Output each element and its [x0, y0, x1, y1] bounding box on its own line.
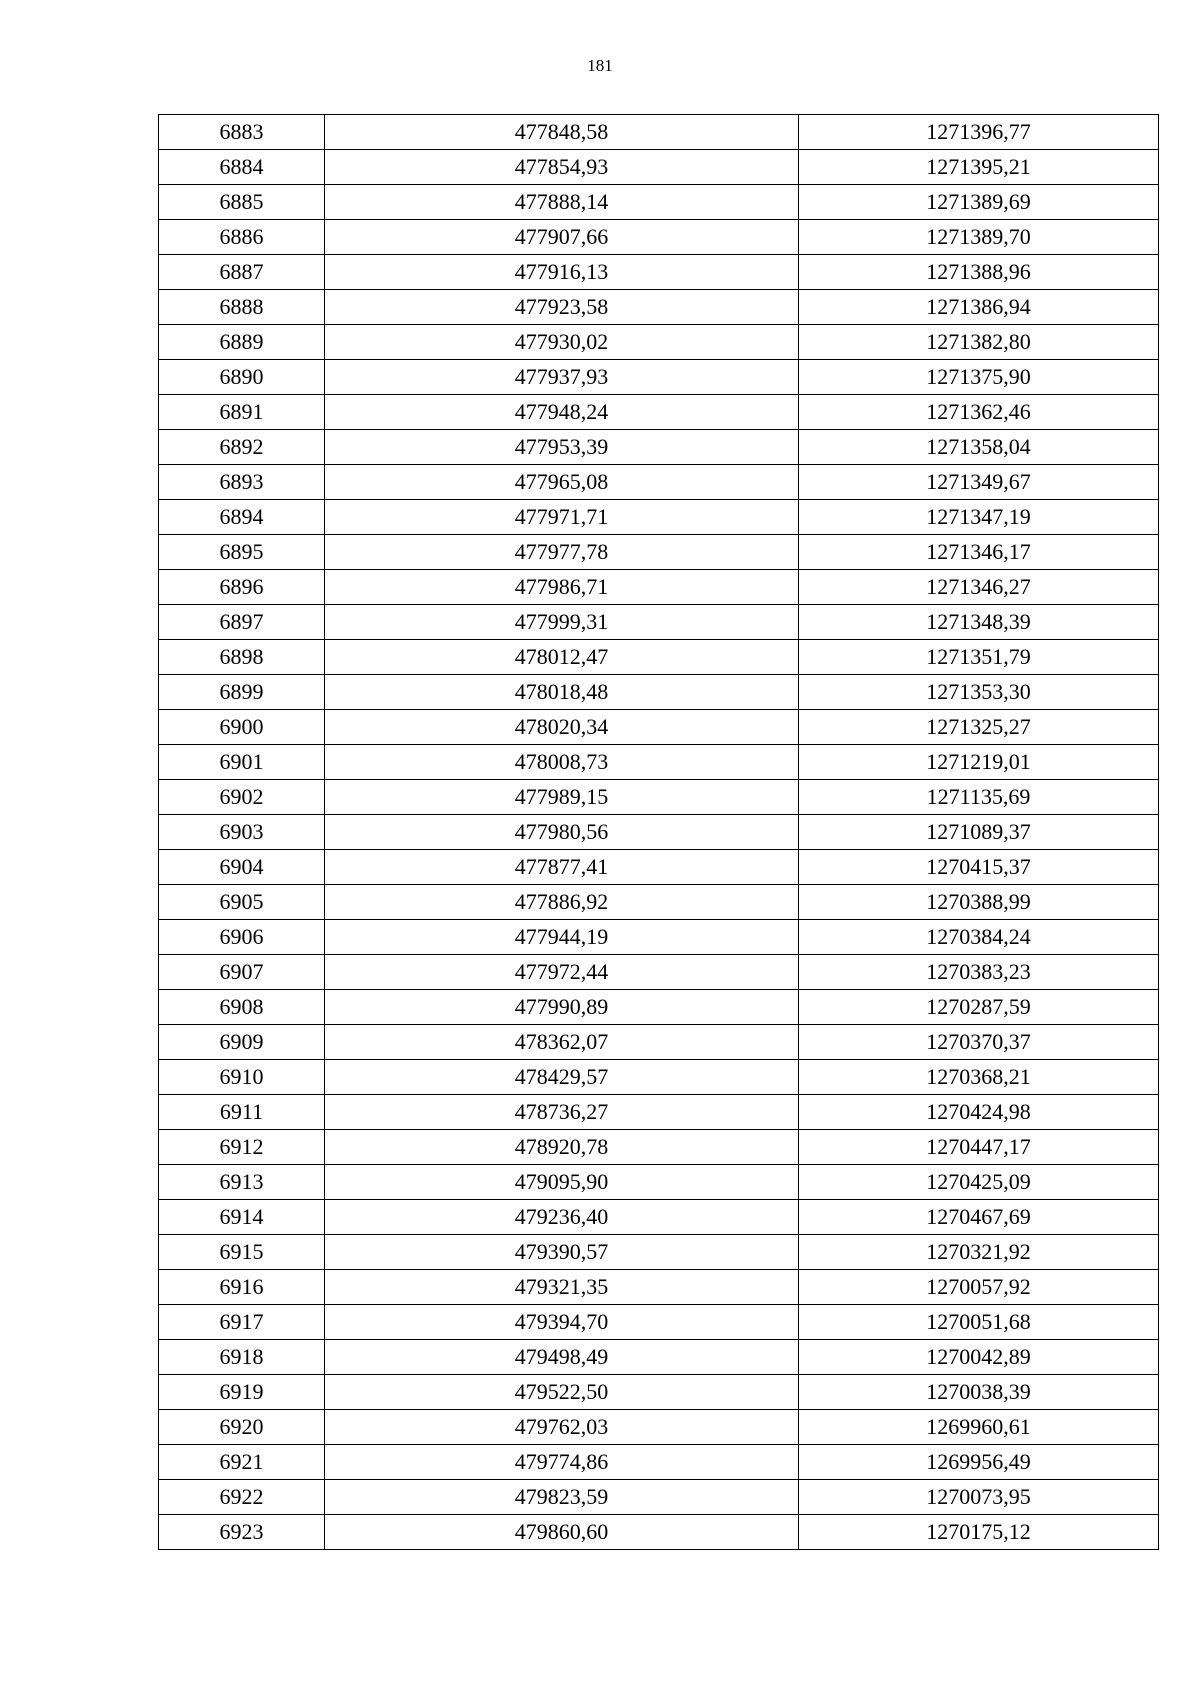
- point-number-cell: 6883: [159, 115, 325, 150]
- x-coordinate-cell: 479390,57: [325, 1235, 799, 1270]
- table-row: [159, 255, 1159, 290]
- table-row: [159, 1095, 1159, 1130]
- table-row: [159, 535, 1159, 570]
- table-row: [159, 465, 1159, 500]
- y-coordinate-cell: 1271349,67: [799, 465, 1159, 500]
- table-row: [159, 885, 1159, 920]
- x-coordinate-cell: 477944,19: [325, 920, 799, 955]
- x-coordinate-cell: 477854,93: [325, 150, 799, 185]
- table-row: [159, 1165, 1159, 1200]
- table-row: [159, 1200, 1159, 1235]
- y-coordinate-cell: 1270388,99: [799, 885, 1159, 920]
- point-number-cell: 6895: [159, 535, 325, 570]
- x-coordinate-cell: 479774,86: [325, 1445, 799, 1480]
- y-coordinate-cell: 1271388,96: [799, 255, 1159, 290]
- table-row: [159, 780, 1159, 815]
- point-number-cell: 6908: [159, 990, 325, 1025]
- x-coordinate-cell: 478920,78: [325, 1130, 799, 1165]
- point-number-cell: 6884: [159, 150, 325, 185]
- point-number-cell: 6904: [159, 850, 325, 885]
- y-coordinate-cell: 1270383,23: [799, 955, 1159, 990]
- point-number-cell: 6913: [159, 1165, 325, 1200]
- y-coordinate-cell: 1271375,90: [799, 360, 1159, 395]
- x-coordinate-cell: 477977,78: [325, 535, 799, 570]
- y-coordinate-cell: 1271396,77: [799, 115, 1159, 150]
- y-coordinate-cell: 1271382,80: [799, 325, 1159, 360]
- y-coordinate-cell: 1271135,69: [799, 780, 1159, 815]
- table-row: [159, 675, 1159, 710]
- y-coordinate-cell: 1269960,61: [799, 1410, 1159, 1445]
- table-row: [159, 185, 1159, 220]
- x-coordinate-cell: 479823,59: [325, 1480, 799, 1515]
- point-number-cell: 6888: [159, 290, 325, 325]
- point-number-cell: 6889: [159, 325, 325, 360]
- y-coordinate-cell: 1271351,79: [799, 640, 1159, 675]
- point-number-cell: 6898: [159, 640, 325, 675]
- table-row: [159, 395, 1159, 430]
- point-number-cell: 6906: [159, 920, 325, 955]
- y-coordinate-cell: 1270051,68: [799, 1305, 1159, 1340]
- y-coordinate-cell: 1270321,92: [799, 1235, 1159, 1270]
- x-coordinate-cell: 478429,57: [325, 1060, 799, 1095]
- point-number-cell: 6923: [159, 1515, 325, 1550]
- y-coordinate-cell: 1270467,69: [799, 1200, 1159, 1235]
- table-row: [159, 1130, 1159, 1165]
- y-coordinate-cell: 1271347,19: [799, 500, 1159, 535]
- table-row: [159, 1340, 1159, 1375]
- x-coordinate-cell: 477980,56: [325, 815, 799, 850]
- table-row: [159, 360, 1159, 395]
- point-number-cell: 6902: [159, 780, 325, 815]
- point-number-cell: 6915: [159, 1235, 325, 1270]
- x-coordinate-cell: 479321,35: [325, 1270, 799, 1305]
- point-number-cell: 6911: [159, 1095, 325, 1130]
- x-coordinate-cell: 479236,40: [325, 1200, 799, 1235]
- y-coordinate-cell: 1271346,27: [799, 570, 1159, 605]
- point-number-cell: 6905: [159, 885, 325, 920]
- y-coordinate-cell: 1271219,01: [799, 745, 1159, 780]
- table-row: [159, 815, 1159, 850]
- table-row: [159, 955, 1159, 990]
- y-coordinate-cell: 1270175,12: [799, 1515, 1159, 1550]
- point-number-cell: 6892: [159, 430, 325, 465]
- table-row: [159, 920, 1159, 955]
- point-number-cell: 6897: [159, 605, 325, 640]
- y-coordinate-cell: 1270370,37: [799, 1025, 1159, 1060]
- table-row: [159, 1515, 1159, 1550]
- point-number-cell: 6891: [159, 395, 325, 430]
- point-number-cell: 6909: [159, 1025, 325, 1060]
- table-row: [159, 1060, 1159, 1095]
- x-coordinate-cell: 477888,14: [325, 185, 799, 220]
- point-number-cell: 6907: [159, 955, 325, 990]
- coordinates-table: [158, 114, 1159, 1550]
- y-coordinate-cell: 1270368,21: [799, 1060, 1159, 1095]
- x-coordinate-cell: 477999,31: [325, 605, 799, 640]
- x-coordinate-cell: 477907,66: [325, 220, 799, 255]
- x-coordinate-cell: 477886,92: [325, 885, 799, 920]
- y-coordinate-cell: 1270384,24: [799, 920, 1159, 955]
- x-coordinate-cell: 478008,73: [325, 745, 799, 780]
- y-coordinate-cell: 1271346,17: [799, 535, 1159, 570]
- table-row: [159, 325, 1159, 360]
- x-coordinate-cell: 477937,93: [325, 360, 799, 395]
- x-coordinate-cell: 477948,24: [325, 395, 799, 430]
- point-number-cell: 6919: [159, 1375, 325, 1410]
- table-row: [159, 850, 1159, 885]
- y-coordinate-cell: 1270447,17: [799, 1130, 1159, 1165]
- point-number-cell: 6886: [159, 220, 325, 255]
- table-row: [159, 990, 1159, 1025]
- x-coordinate-cell: 478362,07: [325, 1025, 799, 1060]
- y-coordinate-cell: 1270287,59: [799, 990, 1159, 1025]
- y-coordinate-cell: 1271325,27: [799, 710, 1159, 745]
- y-coordinate-cell: 1271362,46: [799, 395, 1159, 430]
- x-coordinate-cell: 478736,27: [325, 1095, 799, 1130]
- point-number-cell: 6901: [159, 745, 325, 780]
- point-number-cell: 6899: [159, 675, 325, 710]
- table-row: [159, 570, 1159, 605]
- x-coordinate-cell: 477965,08: [325, 465, 799, 500]
- x-coordinate-cell: 479394,70: [325, 1305, 799, 1340]
- x-coordinate-cell: 477989,15: [325, 780, 799, 815]
- point-number-cell: 6918: [159, 1340, 325, 1375]
- point-number-cell: 6921: [159, 1445, 325, 1480]
- table-row: [159, 710, 1159, 745]
- table-row: [159, 1235, 1159, 1270]
- table-row: [159, 1410, 1159, 1445]
- page-number: 181: [587, 56, 613, 75]
- y-coordinate-cell: 1271348,39: [799, 605, 1159, 640]
- x-coordinate-cell: 478012,47: [325, 640, 799, 675]
- x-coordinate-cell: 477923,58: [325, 290, 799, 325]
- point-number-cell: 6894: [159, 500, 325, 535]
- y-coordinate-cell: 1270038,39: [799, 1375, 1159, 1410]
- point-number-cell: 6912: [159, 1130, 325, 1165]
- y-coordinate-cell: 1270042,89: [799, 1340, 1159, 1375]
- x-coordinate-cell: 477848,58: [325, 115, 799, 150]
- y-coordinate-cell: 1271358,04: [799, 430, 1159, 465]
- table-row: [159, 1375, 1159, 1410]
- y-coordinate-cell: 1270425,09: [799, 1165, 1159, 1200]
- table-row: [159, 605, 1159, 640]
- point-number-cell: 6896: [159, 570, 325, 605]
- point-number-cell: 6922: [159, 1480, 325, 1515]
- table-row: [159, 1305, 1159, 1340]
- table-row: [159, 745, 1159, 780]
- y-coordinate-cell: 1271089,37: [799, 815, 1159, 850]
- x-coordinate-cell: 477972,44: [325, 955, 799, 990]
- coordinates-table-body: [159, 115, 1159, 1550]
- y-coordinate-cell: 1271395,21: [799, 150, 1159, 185]
- x-coordinate-cell: 479860,60: [325, 1515, 799, 1550]
- point-number-cell: 6920: [159, 1410, 325, 1445]
- point-number-cell: 6887: [159, 255, 325, 290]
- y-coordinate-cell: 1271389,70: [799, 220, 1159, 255]
- x-coordinate-cell: 478020,34: [325, 710, 799, 745]
- table-row: [159, 150, 1159, 185]
- table-row: [159, 290, 1159, 325]
- table-row: [159, 1025, 1159, 1060]
- x-coordinate-cell: 479762,03: [325, 1410, 799, 1445]
- table-row: [159, 115, 1159, 150]
- y-coordinate-cell: 1269956,49: [799, 1445, 1159, 1480]
- point-number-cell: 6885: [159, 185, 325, 220]
- table-row: [159, 1445, 1159, 1480]
- x-coordinate-cell: 479498,49: [325, 1340, 799, 1375]
- table-row: [159, 1270, 1159, 1305]
- y-coordinate-cell: 1270073,95: [799, 1480, 1159, 1515]
- x-coordinate-cell: 477986,71: [325, 570, 799, 605]
- x-coordinate-cell: 477930,02: [325, 325, 799, 360]
- x-coordinate-cell: 477990,89: [325, 990, 799, 1025]
- x-coordinate-cell: 477953,39: [325, 430, 799, 465]
- x-coordinate-cell: 477916,13: [325, 255, 799, 290]
- y-coordinate-cell: 1270424,98: [799, 1095, 1159, 1130]
- x-coordinate-cell: 477877,41: [325, 850, 799, 885]
- x-coordinate-cell: 478018,48: [325, 675, 799, 710]
- point-number-cell: 6893: [159, 465, 325, 500]
- x-coordinate-cell: 477971,71: [325, 500, 799, 535]
- point-number-cell: 6890: [159, 360, 325, 395]
- x-coordinate-cell: 479522,50: [325, 1375, 799, 1410]
- table-row: [159, 1480, 1159, 1515]
- point-number-cell: 6914: [159, 1200, 325, 1235]
- y-coordinate-cell: 1270415,37: [799, 850, 1159, 885]
- point-number-cell: 6900: [159, 710, 325, 745]
- y-coordinate-cell: 1271353,30: [799, 675, 1159, 710]
- x-coordinate-cell: 479095,90: [325, 1165, 799, 1200]
- y-coordinate-cell: 1270057,92: [799, 1270, 1159, 1305]
- y-coordinate-cell: 1271386,94: [799, 290, 1159, 325]
- table-row: [159, 220, 1159, 255]
- point-number-cell: 6916: [159, 1270, 325, 1305]
- table-row: [159, 430, 1159, 465]
- point-number-cell: 6903: [159, 815, 325, 850]
- table-row: [159, 640, 1159, 675]
- table-row: [159, 500, 1159, 535]
- y-coordinate-cell: 1271389,69: [799, 185, 1159, 220]
- point-number-cell: 6910: [159, 1060, 325, 1095]
- point-number-cell: 6917: [159, 1305, 325, 1340]
